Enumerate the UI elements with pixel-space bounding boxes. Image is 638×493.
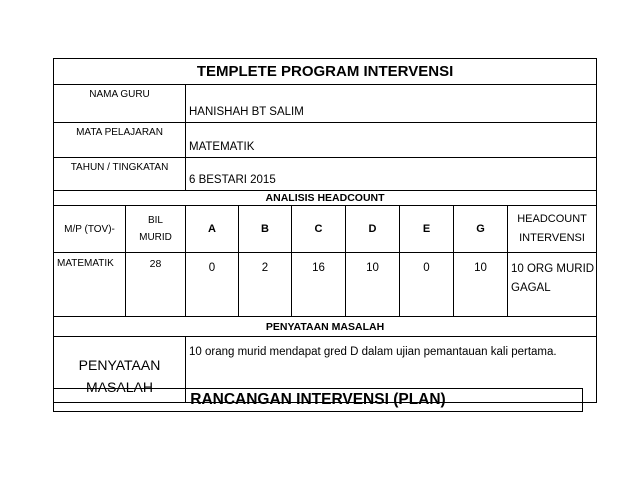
field-value-nama-guru: HANISHAH BT SALIM	[186, 85, 597, 123]
analisis-headcount-heading: ANALISIS HEADCOUNT	[54, 191, 597, 206]
row-grade-d: 10	[346, 253, 400, 317]
row-grade-a: 0	[186, 253, 239, 317]
penyataan-text: 10 orang murid mendapat gred D dalam ujian pemantauan kali pertama.	[186, 337, 597, 403]
col-header-grade-c: C	[292, 206, 346, 253]
field-value-tahun-tingkatan: 6 BESTARI 2015	[186, 158, 597, 191]
col-header-grade-d: D	[346, 206, 400, 253]
template-title: TEMPLETE PROGRAM INTERVENSI	[54, 59, 597, 85]
col-header-grade-a: A	[186, 206, 239, 253]
headcount-value-line-1: 10 ORG MURID	[511, 263, 595, 275]
headcount-line-2: INTERVENSI	[519, 232, 585, 244]
col-header-grade-e: E	[400, 206, 454, 253]
penyataan-label-line-1: PENYATAAN	[78, 357, 161, 373]
row-subject: MATEMATIK	[54, 253, 126, 317]
row-grade-c: 16	[292, 253, 346, 317]
row-grade-b: 2	[239, 253, 292, 317]
field-label-mata-pelajaran: MATA PELAJARAN	[54, 123, 186, 158]
field-value-mata-pelajaran: MATEMATIK	[186, 123, 597, 158]
bil-line-1: BIL	[147, 215, 163, 226]
field-label-tahun-tingkatan: TAHUN / TINGKATAN	[54, 158, 186, 191]
plan-table	[53, 388, 583, 412]
col-header-mp: M/P (TOV)-	[54, 206, 126, 253]
col-header-bil-murid	[126, 206, 186, 253]
intervention-table	[53, 58, 597, 403]
headcount-value-line-2: GAGAL	[511, 282, 551, 294]
col-header-grade-g: G	[454, 206, 508, 253]
plan-title: RANCANGAN INTERVENSI (PLAN)	[54, 389, 583, 412]
penyataan-masalah-heading: PENYATAAN MASALAH	[54, 317, 597, 337]
col-header-headcount	[508, 206, 597, 253]
headcount-line-1: HEADCOUNT	[517, 213, 587, 225]
row-grade-e: 0	[400, 253, 454, 317]
penyataan-label-line-2: MASALAH	[86, 379, 153, 395]
col-header-grade-b: B	[239, 206, 292, 253]
bil-line-2: MURID	[139, 232, 172, 243]
field-label-nama-guru: NAMA GURU	[54, 85, 186, 123]
row-headcount-intervensi	[508, 253, 597, 317]
row-bil-murid: 28	[126, 253, 186, 317]
row-grade-g: 10	[454, 253, 508, 317]
